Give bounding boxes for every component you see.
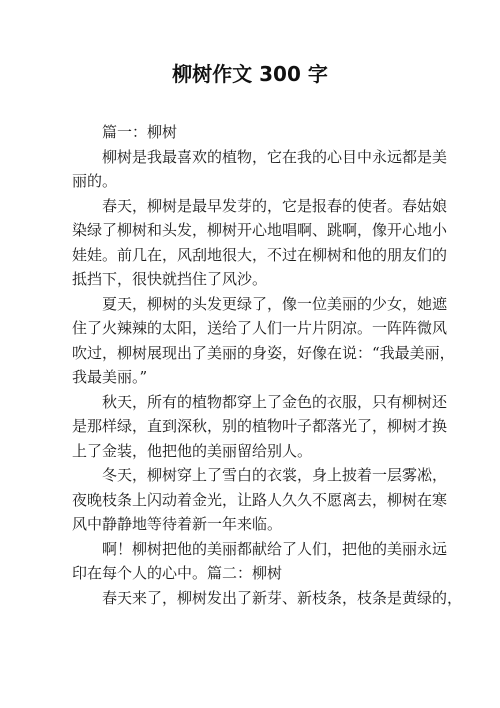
text-line: 柳树是我最喜欢的植物，它在我的心目中永远都是美 bbox=[102, 147, 448, 166]
text-line: 篇一：柳树 bbox=[102, 123, 178, 141]
text-line: 染绿了柳树和头发，柳树开心地唱啊、跳啊，像开心地小 bbox=[72, 221, 448, 239]
document-body bbox=[72, 120, 463, 610]
text-line: 秋天，所有的植物都穿上了金色的衣服，只有柳树还 bbox=[102, 392, 448, 411]
text-line: 啊！柳树把他的美丽都献给了人们，把他的美丽永远 bbox=[102, 539, 448, 558]
text-line: 冬天，柳树穿上了雪白的衣裳，身上披着一层雾凇， bbox=[102, 466, 448, 484]
text-line: 上了金装，他把他的美丽留给别人。 bbox=[72, 441, 313, 460]
text-line: 抵挡下，很快就挡住了风沙。 bbox=[72, 270, 268, 288]
text-line: 是那样绿，直到深秋，别的植物叶子都落光了，柳树才换 bbox=[72, 417, 448, 435]
text-line: 风中静静地等待着新一年来临。 bbox=[72, 515, 283, 533]
text-line: 丽的。 bbox=[72, 172, 118, 190]
text-line: 住了火辣辣的太阳，送给了人们一片片阴凉。一阵阵微风 bbox=[72, 319, 448, 337]
text-line: 娃娃。前几在，风刮地很大，不过在柳树和他的朋友们的 bbox=[72, 245, 448, 264]
document-title: 柳树作文 300 字 bbox=[172, 62, 328, 86]
text-line: 春天，柳树是最早发芽的，它是报春的使者。春姑娘 bbox=[102, 196, 448, 215]
text-line: 我最美丽。” bbox=[72, 368, 148, 386]
text-line: 吹过，柳树展现出了美丽的身姿，好像在说：“我最美丽， bbox=[72, 343, 455, 362]
text-line: 印在每个人的心中。篇二：柳树 bbox=[72, 564, 283, 582]
text-line: 夜晚枝条上闪动着金光，让路人久久不愿离去，柳树在寒 bbox=[72, 490, 448, 509]
text-line: 春天来了，柳树发出了新芽、新枝条，枝条是黄绿的， bbox=[102, 588, 463, 607]
text-line: 夏天，柳树的头发更绿了，像一位美丽的少女，她遮 bbox=[102, 294, 448, 313]
